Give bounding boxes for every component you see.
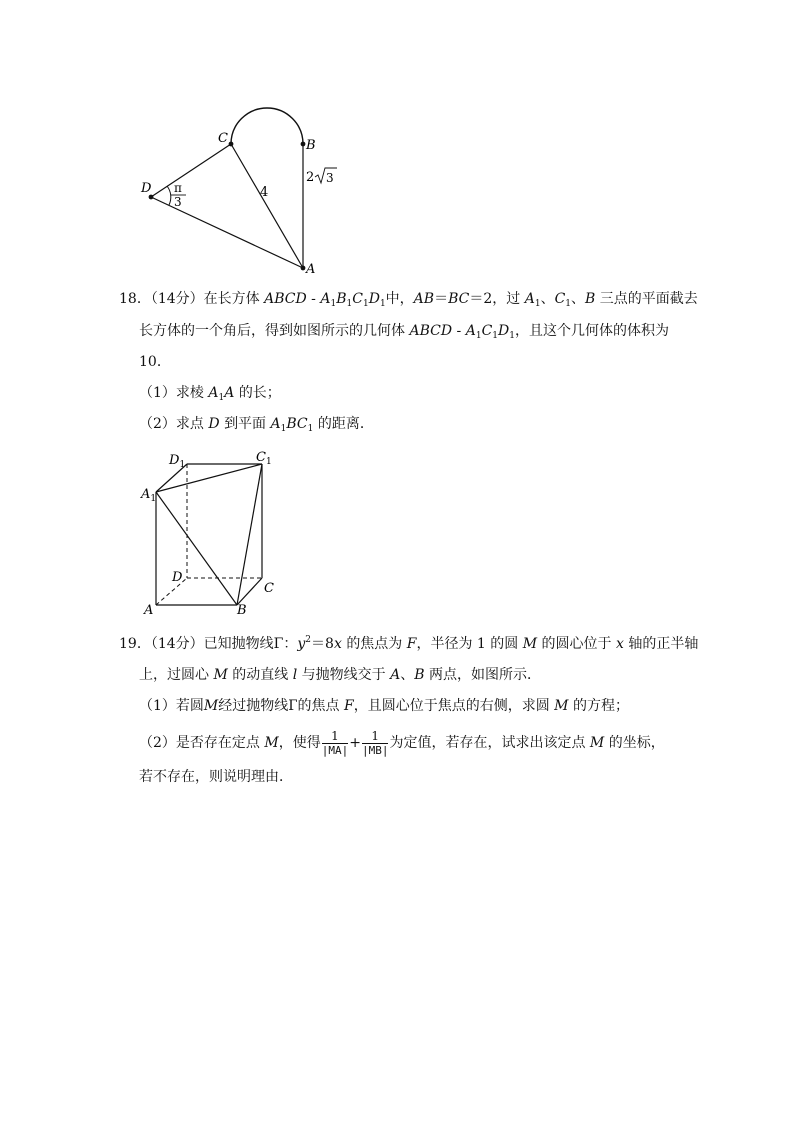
q18-text: 长方体的一个角后，得到如图所示的几何体 <box>139 323 405 339</box>
label-length-BA-coef: 2 <box>306 170 315 185</box>
point-A <box>301 266 306 271</box>
point-B <box>301 142 306 147</box>
angle-denominator: 3 <box>174 195 182 209</box>
angle-numerator: π <box>174 181 182 195</box>
q18-part1: （1）求棱 $A_1A$ 的长； <box>139 385 281 403</box>
label-A: A <box>306 262 316 277</box>
fraction-1-over-MA <box>322 730 349 757</box>
q19-part2-text: （2）是否存在定点 <box>139 735 260 751</box>
q19-line1: 19．（14分）已知抛物线Γ：$y^2=8x$ 的焦点为 F，半径为 1 的圆 M 的圆心位于 x 轴的正半轴 <box>119 635 699 652</box>
q19-text: ，半径为 1 的圆 <box>416 636 519 652</box>
q19-part2-text: 的坐标， <box>608 735 665 751</box>
label-D: D <box>141 181 152 196</box>
label-D1: $D_1$ <box>169 453 186 470</box>
q18-score: （14分） <box>150 291 204 307</box>
segment-CA <box>231 144 303 268</box>
q18-part2-text: （2）求点 <box>139 416 204 432</box>
label-length-BA-radicand: 3 <box>326 171 334 185</box>
label-C: C <box>218 131 228 146</box>
fraction-denominator: |MB| <box>361 743 389 757</box>
q19-text: 的动直线 <box>232 667 289 683</box>
label-B: B <box>237 603 247 618</box>
q19-part2-text: ，使得 <box>278 735 321 751</box>
q19-part1-text: （1）若圆 <box>139 698 204 714</box>
q19-text: 的焦点为 <box>346 636 403 652</box>
q19-line2: 上，过圆心 M 的动直线 l 与抛物线交于 A、B 两点，如图所示． <box>139 667 541 683</box>
q19-text: 若不存在，则说明理由． <box>139 769 293 785</box>
fraction-denominator: |MA| <box>321 743 349 757</box>
point-C <box>229 142 234 147</box>
q19-part1: （1）若圆M经过抛物线Г的焦点 F，且圆心位于焦点的右侧，求圆 M 的方程； <box>139 698 629 714</box>
fraction-numerator: 1 <box>362 730 389 744</box>
q19-text: ＝8 <box>311 636 334 652</box>
figure-cuboid-solid <box>130 448 290 620</box>
label-length-CA: 4 <box>260 185 269 200</box>
q18-line1: 18．（14分）在长方体 ABCD - $A_1B_1C_1D_1$中，AB＝BC＝2，过 $A_1$、$C_1$、B 三点的平面截去 <box>119 291 698 309</box>
figure-quadrilateral-semicircle <box>130 95 360 280</box>
q19-text: 两点，如图所示． <box>428 667 541 683</box>
q19-text: 已知抛物线Γ： <box>203 636 298 652</box>
q19-part1-text: 经过抛物线Г的焦点 <box>218 698 340 714</box>
q19-text: 上，过圆心 <box>139 667 209 683</box>
label-D: D <box>172 570 183 585</box>
q18-text: 在长方体 <box>203 291 260 307</box>
q18-line2: 长方体的一个角后，得到如图所示的几何体 ABCD - $A_1C_1D_1$，且这个几何体的体积为 <box>139 323 669 341</box>
q19-score: （14分） <box>150 636 204 652</box>
plus-sign: + <box>349 735 361 751</box>
q19-part2-text: 为定值，若存在，试求出该定点 <box>389 735 586 751</box>
q18-text: ，过 <box>492 291 521 307</box>
q19-line-last <box>139 767 293 787</box>
q18-part2-text: 到平面 <box>224 416 267 432</box>
fraction-1-over-MB <box>362 730 389 757</box>
label-B: B <box>306 138 316 153</box>
label-A1: $A_1$ <box>141 487 157 504</box>
label-C: C <box>264 581 274 596</box>
label-C1: $C_1$ <box>256 450 272 467</box>
q18-text: 三点的平面截去 <box>599 291 698 307</box>
q19-part2: （2）是否存在定点 M，使得 $\frac{1}{|MA|}$ + $\frac{1}{|MB|}$ 为定值，若存在，试求出该定点 M 的坐标， <box>139 728 665 757</box>
q18-text: 中， <box>385 291 414 307</box>
q18-text: ，且这个几何体的体积为 <box>514 323 669 339</box>
q18-part1-text: （1）求棱 <box>139 385 204 401</box>
edge-A1B <box>156 492 237 605</box>
q18-text: 10． <box>139 354 171 370</box>
edge-C1B <box>237 464 262 605</box>
segment-CD <box>151 144 231 197</box>
fraction-numerator: 1 <box>322 730 349 744</box>
q18-part2-text: 的距离． <box>317 416 374 432</box>
q19-part1-text: 的方程； <box>572 698 629 714</box>
q18-number: 18． <box>119 291 151 307</box>
semicircle-arc <box>231 108 303 144</box>
q18-line3 <box>139 352 171 372</box>
q19-text: 、 <box>400 667 415 683</box>
q18-part1-text: 的长； <box>238 385 281 401</box>
angle-arc-D <box>167 186 171 205</box>
q19-part1-text: ，且圆心位于焦点的右侧，求圆 <box>353 698 550 714</box>
q19-text: 的圆心位于 <box>541 636 612 652</box>
q19-number: 19． <box>119 636 151 652</box>
q19-text: 与抛物线交于 <box>301 667 386 683</box>
q19-text: 轴的正半轴 <box>628 636 699 652</box>
label-A: A <box>144 603 154 618</box>
q18-part2: （2）求点 D 到平面 $A_1BC_1$ 的距离． <box>139 416 374 434</box>
